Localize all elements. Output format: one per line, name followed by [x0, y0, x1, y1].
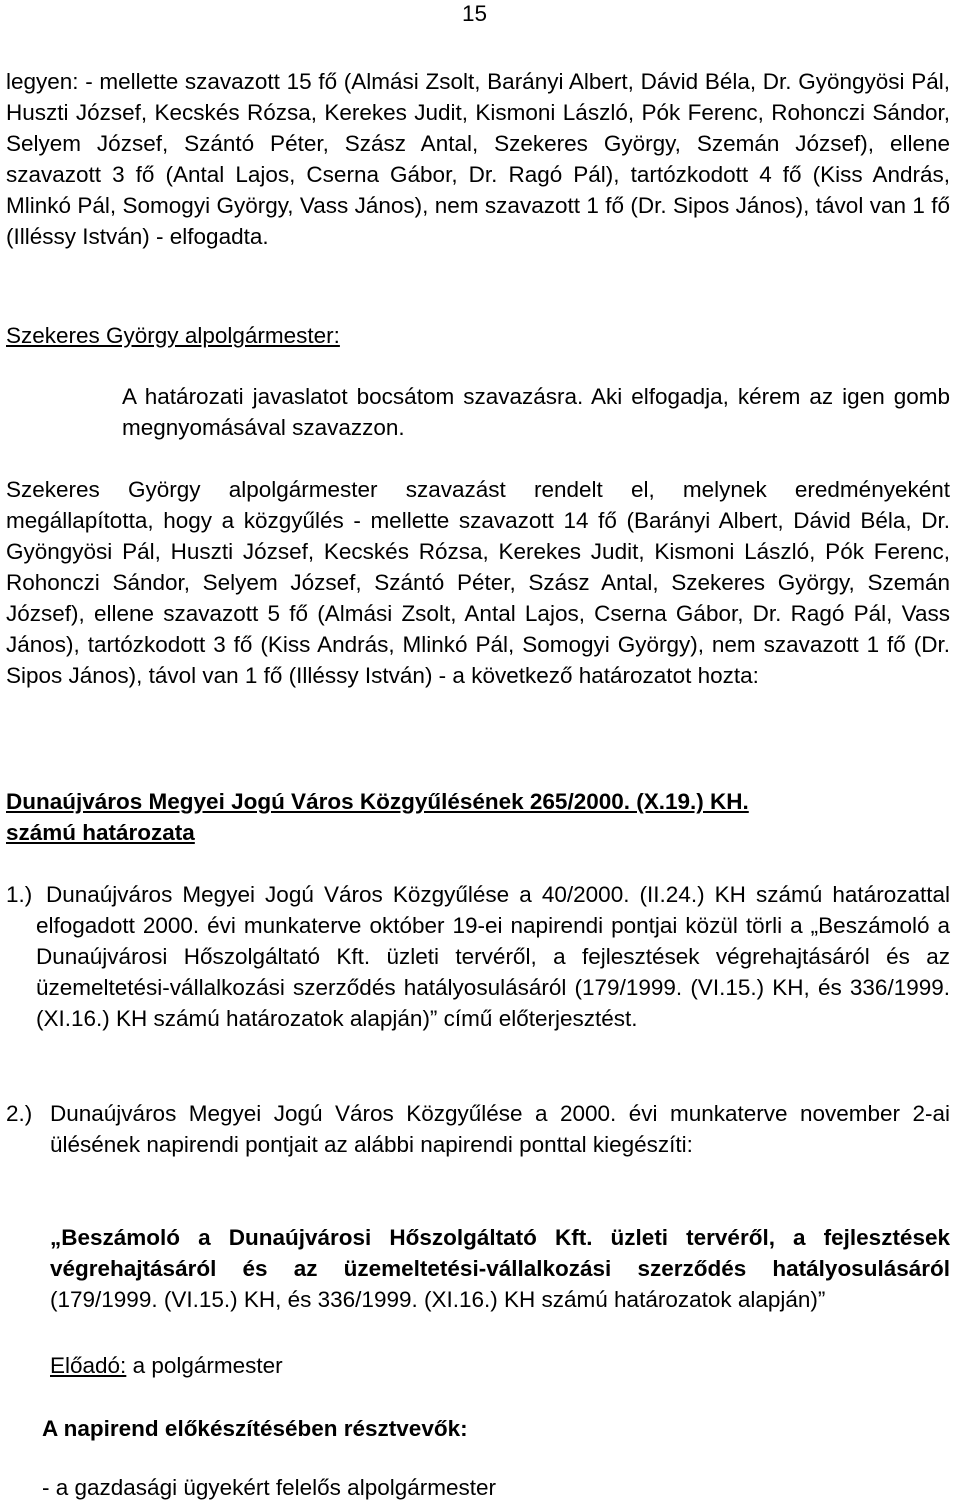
agenda-item-reference: (179/1999. (VI.15.) KH, és 336/1999. (XI.16.) KH számú határozatok alapján)”: [50, 1287, 826, 1312]
preparers-heading: A napirend előkészítésében résztvevők:: [42, 1416, 468, 1441]
vote-result-paragraph-2: [6, 474, 950, 691]
agenda-item-title: „Beszámoló a Dunaújvárosi Hőszolgáltató Kft. üzleti tervéről, a fejlesztések végrehajtásáról és az üzemeltetési-vállalkozási szerződés hatályosulásáról: [50, 1225, 950, 1281]
speaker-statement: A határozati javaslatot bocsátom szavazásra. Aki elfogadja, kérem az igen gomb megnyomásával szavazzon.: [122, 384, 950, 440]
resolution-title: [6, 786, 950, 848]
vote-result-text-1: legyen: - mellette szavazott 15 fő (Almási Zsolt, Barányi Albert, Dávid Béla, Dr. Gyöngyösi Pál, Huszti József, Kecskés Rózsa, Kerekes Judit, Kismoni László, Pók Ferenc, Rohonczi Sándor, Selyem József, Szántó Péter, Szász Antal, Szekeres György, Szemán József), ellene szavazott 3 fő (Antal Lajos, Cserna Gábor, Dr. Ragó Pál), tartózkodott 4 fő (Kiss András, Mlinkó Pál, Somogyi György, Vass János), nem szavazott 1 fő (Dr. Sipos János), távol van 1 fő (Illéssy István) - elfogadta.: [6, 69, 950, 249]
resolution-title-line1: Dunaújváros Megyei Jogú Város Közgyűlésének 265/2000. (X.19.) KH.: [6, 789, 749, 814]
agenda-item: [50, 1222, 950, 1315]
vote-result-text-2: Szekeres György alpolgármester szavazást rendelt el, melynek eredményeként megállapította, hogy a közgyűlés - mellette szavazott 14 fő (Barányi Albert, Dávid Béla, Dr. Gyöngyösi Pál, Huszti József, Kecskés Rózsa, Kerekes Judit, Kismoni László, Pók Ferenc, Rohonczi Sándor, Selyem József, Szántó Péter, Szász Antal, Szekeres György, Szemán József), ellene szavazott 5 fő (Almási Zsolt, Antal Lajos, Cserna Gábor, Dr. Ragó Pál, Vass János), tartózkodott 3 fő (Kiss András, Mlinkó Pál, Somogyi György), nem szavazott 1 fő (Dr. Sipos János), távol van 1 fő (Illéssy István) - a következő határozatot hozta:: [6, 477, 950, 688]
vote-result-paragraph-1: [6, 66, 950, 252]
speaker-name: Szekeres György alpolgármester:: [6, 323, 340, 348]
presenter: [50, 1350, 950, 1381]
page-number: 15: [462, 1, 488, 26]
resolution-item-2-text: Dunaújváros Megyei Jogú Város Közgyűlése a 2000. évi munkaterve november 2-ai ülésének napirendi pontjait az alábbi napirendi ponttal kiegészíti:: [50, 1101, 950, 1157]
resolution-item-2-number: 2.): [6, 1101, 33, 1126]
presenter-label: Előadó:: [50, 1353, 127, 1378]
preparers-item-1: - a gazdasági ügyekért felelős alpolgármester: [42, 1475, 496, 1500]
resolution-item-1-number: 1.): [6, 882, 33, 907]
resolution-title-line2: számú határozata: [6, 820, 195, 845]
presenter-value: a polgármester: [126, 1353, 283, 1378]
resolution-item-1-text: Dunaújváros Megyei Jogú Város Közgyűlése a 40/2000. (II.24.) KH számú határozattal elfogadott 2000. évi munkaterve október 19-ei napirendi pontjai közül törli a „Beszámoló a Dunaújvárosi Hőszolgáltató Kft. üzleti tervéről, a fejlesztések végrehajtásáról és az üzemeltetési-vállalkozási szerződés hatályosulásáról (179/1999. (VI.15.) KH, és 336/1999. (XI.16.) KH számú határozatok alapján)” című előterjesztést.: [36, 882, 950, 1031]
